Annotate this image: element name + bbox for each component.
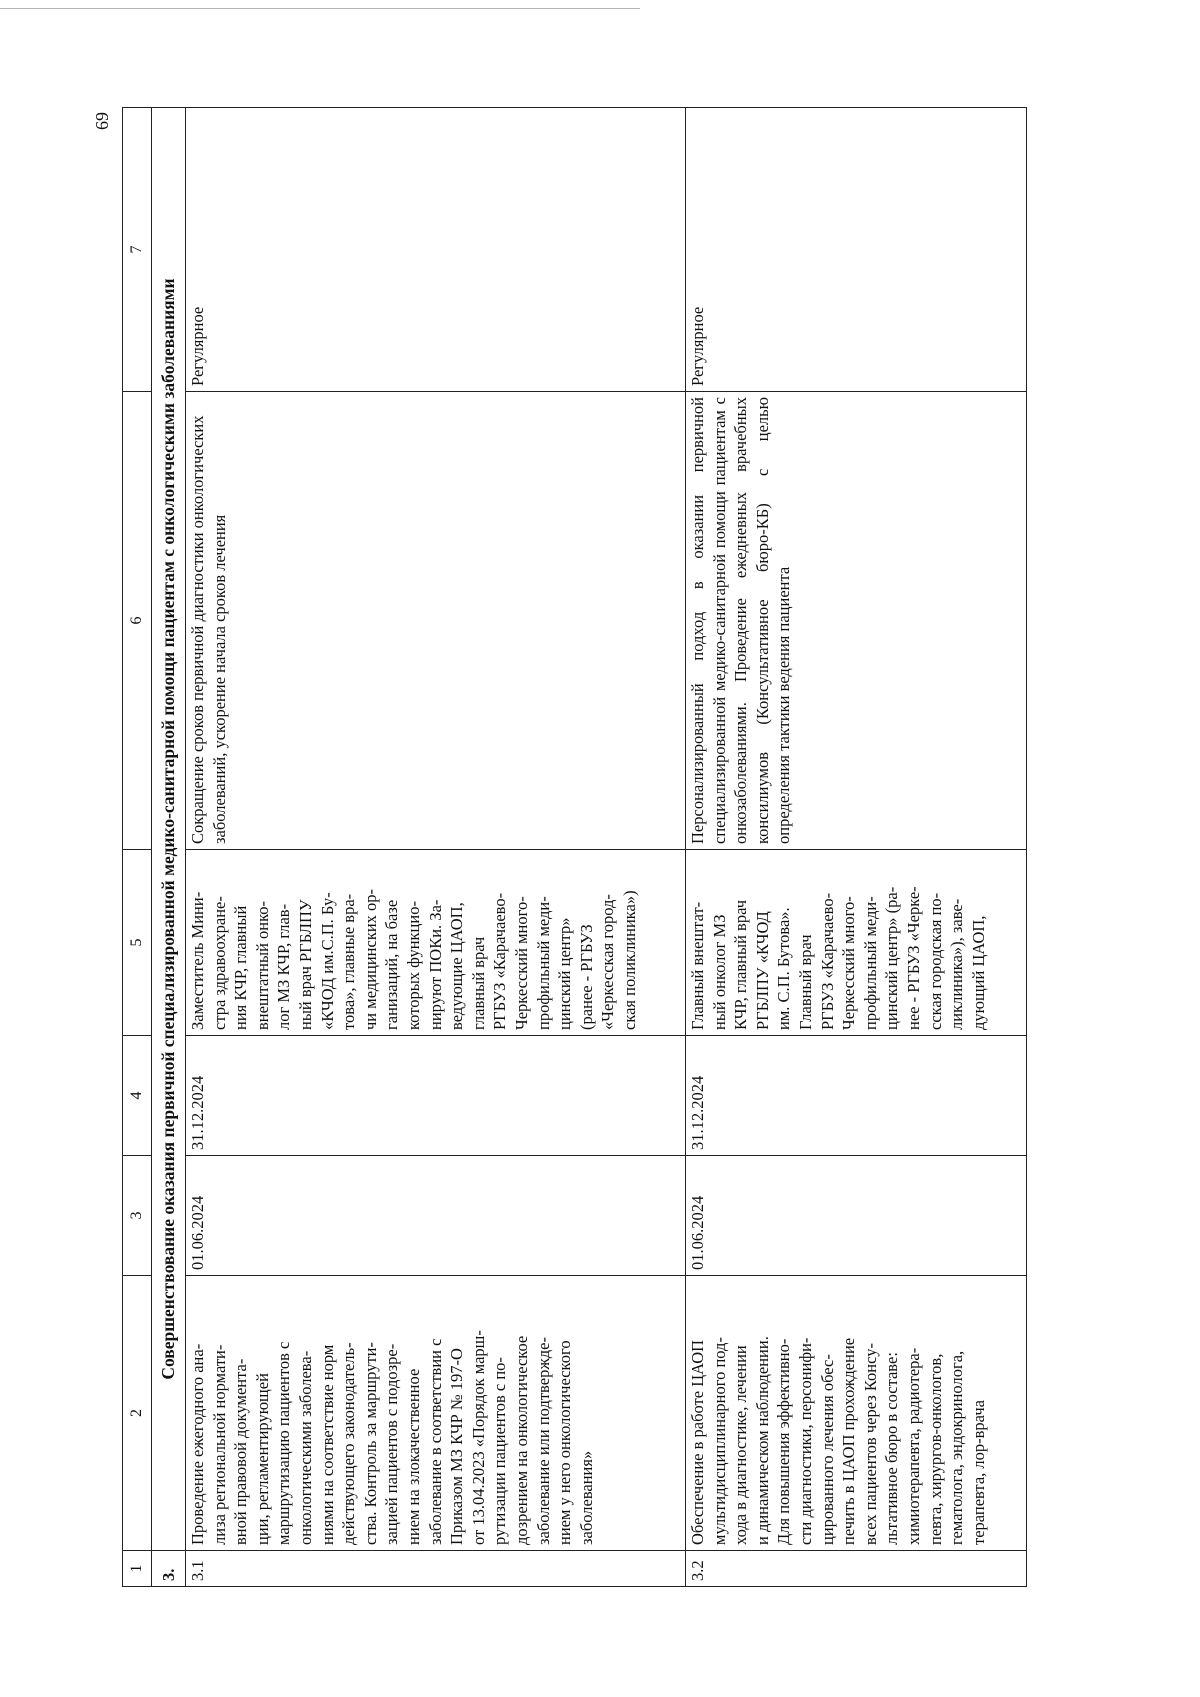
responsible-line: «КЧОД им.С.П. Бу- xyxy=(317,892,337,1030)
column-number-2: 2 xyxy=(123,1276,152,1551)
start-date: 01.06.2024 xyxy=(186,1156,686,1276)
row-number: 3.1 xyxy=(186,1551,686,1587)
activity-line: вной правовой документа- xyxy=(231,1358,251,1545)
responsible-line: чи медицинских ор- xyxy=(360,888,380,1030)
activity-line: ства. Контроль за маршрути- xyxy=(360,1342,380,1545)
measures-table xyxy=(122,107,1027,1587)
activity-line: печить в ЦАОП прохождение xyxy=(839,1337,859,1545)
responsible-line: Заместитель Мини- xyxy=(188,891,207,1030)
activity-line: певта, хирургов-онкологов, xyxy=(925,1353,945,1545)
column-number-4: 4 xyxy=(123,1036,152,1156)
column-number-3: 3 xyxy=(123,1156,152,1276)
result-line: Сокращение сроков первичной диагностики онкологических xyxy=(188,415,207,844)
activity-line: мультидисциплинарного под- xyxy=(709,1337,729,1545)
responsible-line: Главный внештат- xyxy=(688,901,707,1030)
responsible-line: профильный меди- xyxy=(533,896,553,1030)
activity-line: заболевания» xyxy=(576,1450,596,1545)
responsible-line: Черкесский много- xyxy=(839,896,859,1030)
activity-line: онкологическими заболева- xyxy=(295,1350,315,1545)
table-row xyxy=(186,108,686,1587)
activity-line: ции, регламентирующей xyxy=(252,1373,272,1545)
responsible-line: цинский центр» xyxy=(555,917,575,1030)
responsible-line: РГБУЗ «Карачаево- xyxy=(490,892,510,1030)
activity-line: всех пациентов через Консу- xyxy=(860,1343,880,1545)
section-row xyxy=(152,108,186,1587)
result-cell xyxy=(186,392,686,850)
responsible-line: цинский центр» (ра- xyxy=(882,886,902,1030)
activity-line: рутизации пациентов с по- xyxy=(490,1357,510,1545)
responsible-line: Черкесский много- xyxy=(511,896,531,1030)
activity-cell xyxy=(186,1276,686,1551)
activity-line: от 13.04.2023 «Порядок марш- xyxy=(468,1330,488,1545)
responsible-line: нее - РГБУЗ «Черке- xyxy=(903,886,923,1030)
column-number-row xyxy=(123,108,152,1587)
activity-line: маршрутизацию пациентов с xyxy=(274,1341,294,1545)
periodicity: Регулярное xyxy=(686,108,1027,392)
activity-cell xyxy=(686,1276,1027,1551)
responsible-line: которых функцио- xyxy=(403,901,423,1030)
activity-line: нием на злокачественное xyxy=(403,1368,423,1545)
activity-line: дозрением на онкологическое xyxy=(511,1335,531,1545)
end-date: 31.12.2024 xyxy=(686,1036,1027,1156)
activity-line: действующего законодатель- xyxy=(339,1342,359,1545)
result-line: заболеваний, ускорение начала сроков лечения xyxy=(209,514,229,844)
column-number-5: 5 xyxy=(123,850,152,1036)
responsible-line: ская поликлиника») xyxy=(619,890,639,1030)
responsible-line: сская городская по- xyxy=(925,892,945,1030)
responsible-line: това», главные вра- xyxy=(339,893,359,1030)
responsible-line: лог МЗ КЧР, глав- xyxy=(274,903,294,1030)
start-date: 01.06.2024 xyxy=(686,1156,1027,1276)
responsible-line: ный врач РГБЛПУ xyxy=(295,899,315,1030)
responsible-cell xyxy=(186,850,686,1036)
responsible-line: ганизаций, на базе xyxy=(382,899,402,1030)
responsible-line: главный врач xyxy=(468,936,488,1030)
activity-line: Приказом МЗ КЧР № 197-О xyxy=(447,1348,467,1545)
column-number-6: 6 xyxy=(123,392,152,850)
activity-line: Проведение ежегодного ана- xyxy=(188,1343,207,1545)
responsible-line: ния КЧР, главный xyxy=(231,905,251,1030)
responsible-line: им. С.П. Бутова». xyxy=(774,907,794,1030)
responsible-line: внештатный онко- xyxy=(252,900,272,1030)
activity-line: лиза региональной нормати- xyxy=(209,1344,229,1545)
responsible-cell xyxy=(686,850,1027,1036)
responsible-line: дующий ЦАОП, xyxy=(968,915,988,1030)
column-number-7: 7 xyxy=(123,108,152,392)
responsible-line: нируют ПОКи. За- xyxy=(425,899,445,1030)
activity-line: терапевта, лор-врача xyxy=(968,1400,988,1545)
activity-line: заболевание или подтвержде- xyxy=(533,1337,553,1545)
periodicity: Регулярное xyxy=(186,108,686,392)
responsible-line: ный онколог МЗ xyxy=(709,914,729,1030)
scan-top-edge-line xyxy=(0,8,640,9)
responsible-line: ведующие ЦАОП, xyxy=(447,902,467,1030)
rotated-page xyxy=(92,108,1027,1587)
responsible-line: «Черкесская город- xyxy=(598,894,618,1030)
activity-line: химиотерапевта, радиотера- xyxy=(903,1347,923,1545)
activity-line: заболевание в соответствии с xyxy=(425,1338,445,1545)
responsible-line: Главный врач xyxy=(795,934,815,1030)
section-number: 3. xyxy=(152,1551,186,1587)
responsible-line: стра здравоохране- xyxy=(209,896,229,1030)
page-number: 69 xyxy=(92,112,112,130)
end-date: 31.12.2024 xyxy=(186,1036,686,1156)
section-title: Совершенствование оказания первичной специализированной медико-санитарной помощи пациентам с онкологическими заболеваниями xyxy=(152,108,186,1551)
responsible-line: ликлиника»), заве- xyxy=(947,898,967,1030)
activity-line: нием у него онкологического xyxy=(555,1340,575,1545)
activity-line: цированного лечения обес- xyxy=(817,1354,837,1545)
row-number: 3.2 xyxy=(686,1551,1027,1587)
activity-line: Обеспечение в работе ЦАОП xyxy=(688,1339,707,1545)
table-row xyxy=(686,108,1027,1587)
responsible-line: профильный меди- xyxy=(860,896,880,1030)
activity-line: зацией пациентов с подозре- xyxy=(382,1343,402,1545)
activity-line: сти диагностики, персонифи- xyxy=(795,1337,815,1545)
result-cell: Персонализированный подход в оказании первичной специализированной медико-санитарной помощи пациентам с онкозаболеваниями. Проведение ежедневных врачебных консилиумов (Консультативное бюро-КБ) с целью определения тактики ведения пациента xyxy=(686,392,1027,850)
column-number-1: 1 xyxy=(123,1551,152,1587)
activity-line: и динамическом наблюдении. xyxy=(752,1336,772,1545)
activity-line: льтативное бюро в составе: xyxy=(882,1352,902,1545)
responsible-line: КЧР, главный врач xyxy=(731,899,751,1030)
activity-line: гематолога, эндокринолога, xyxy=(947,1350,967,1545)
responsible-line: РГБЛПУ «КЧОД xyxy=(752,911,772,1030)
responsible-line: (ранее - РГБУЗ xyxy=(576,924,596,1030)
responsible-line: РГБУЗ «Карачаево- xyxy=(817,892,837,1030)
activity-line: Для повышения эффективно- xyxy=(774,1338,794,1545)
activity-line: ниями на соответствие норм xyxy=(317,1344,337,1545)
activity-line: хода в диагностике, лечении xyxy=(731,1345,751,1545)
